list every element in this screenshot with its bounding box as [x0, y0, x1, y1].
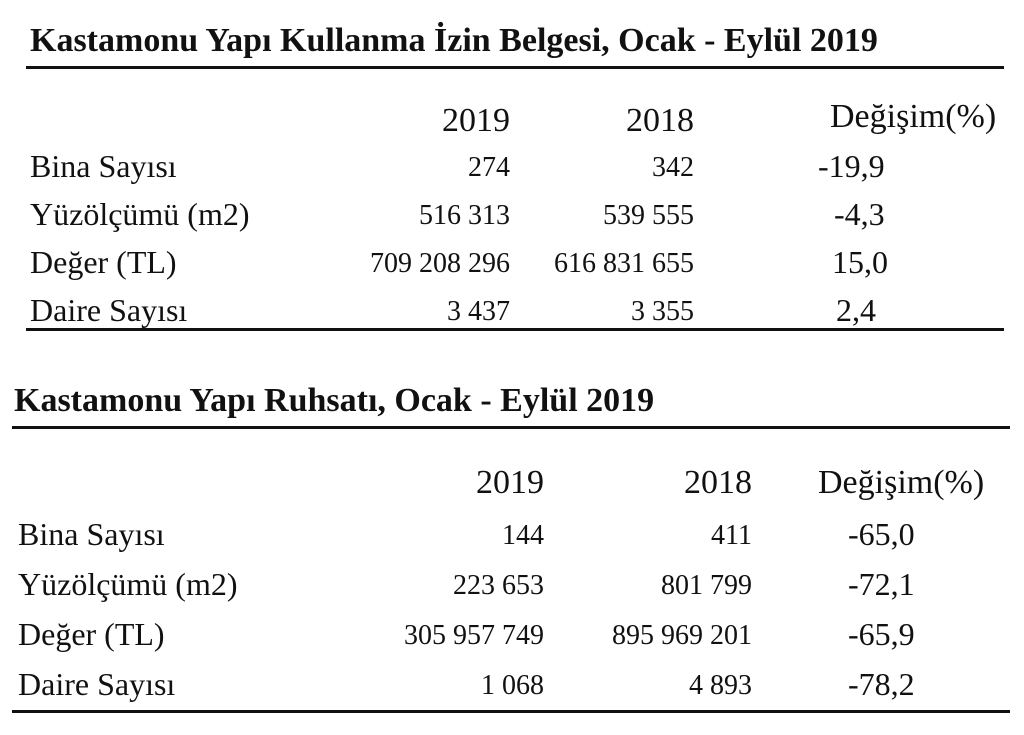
row-label: Daire Sayısı	[30, 292, 188, 328]
header-change: Değişim(%)	[818, 464, 985, 501]
row-value-2018: 539 555	[603, 200, 694, 231]
top-rule	[12, 426, 1010, 429]
row-value-2018: 3 355	[631, 296, 694, 327]
row-value-2019: 709 208 296	[370, 248, 510, 279]
header-2019: 2019	[442, 102, 510, 139]
row-value-2018: 895 969 201	[612, 620, 752, 651]
row-change: 2,4	[836, 292, 876, 328]
row-change: -72,1	[848, 566, 915, 602]
top-rule	[26, 66, 1004, 69]
row-label: Yüzölçümü (m2)	[18, 566, 238, 602]
row-change: -4,3	[834, 196, 885, 232]
row-label: Daire Sayısı	[18, 666, 176, 702]
row-label: Değer (TL)	[30, 244, 177, 280]
row-value-2019: 516 313	[419, 200, 510, 231]
row-change: 15,0	[832, 244, 888, 280]
row-value-2018: 616 831 655	[554, 248, 694, 279]
header-2018: 2018	[684, 464, 752, 501]
row-change: -19,9	[818, 148, 885, 184]
row-value-2019: 3 437	[447, 296, 510, 327]
row-value-2018: 801 799	[661, 570, 752, 601]
row-label: Bina Sayısı	[18, 516, 165, 552]
row-label: Değer (TL)	[18, 616, 165, 652]
table-title: Kastamonu Yapı Kullanma İzin Belgesi, Ocak - Eylül 2019	[30, 22, 878, 59]
row-value-2019: 1 068	[481, 670, 544, 701]
row-value-2018: 411	[711, 520, 752, 551]
row-label: Bina Sayısı	[30, 148, 177, 184]
row-change: -65,0	[848, 516, 915, 552]
row-value-2019: 274	[468, 152, 510, 183]
row-value-2019: 144	[502, 520, 544, 551]
header-2019: 2019	[476, 464, 544, 501]
table-title: Kastamonu Yapı Ruhsatı, Ocak - Eylül 2019	[14, 382, 655, 419]
row-change: -78,2	[848, 666, 915, 702]
bottom-rule	[12, 710, 1010, 713]
header-2018: 2018	[626, 102, 694, 139]
row-value-2018: 342	[652, 152, 694, 183]
row-value-2018: 4 893	[689, 670, 752, 701]
row-value-2019: 305 957 749	[404, 620, 544, 651]
bottom-rule	[26, 328, 1004, 331]
row-value-2019: 223 653	[453, 570, 544, 601]
row-change: -65,9	[848, 616, 915, 652]
row-label: Yüzölçümü (m2)	[30, 196, 250, 232]
header-change: Değişim(%)	[830, 98, 997, 135]
